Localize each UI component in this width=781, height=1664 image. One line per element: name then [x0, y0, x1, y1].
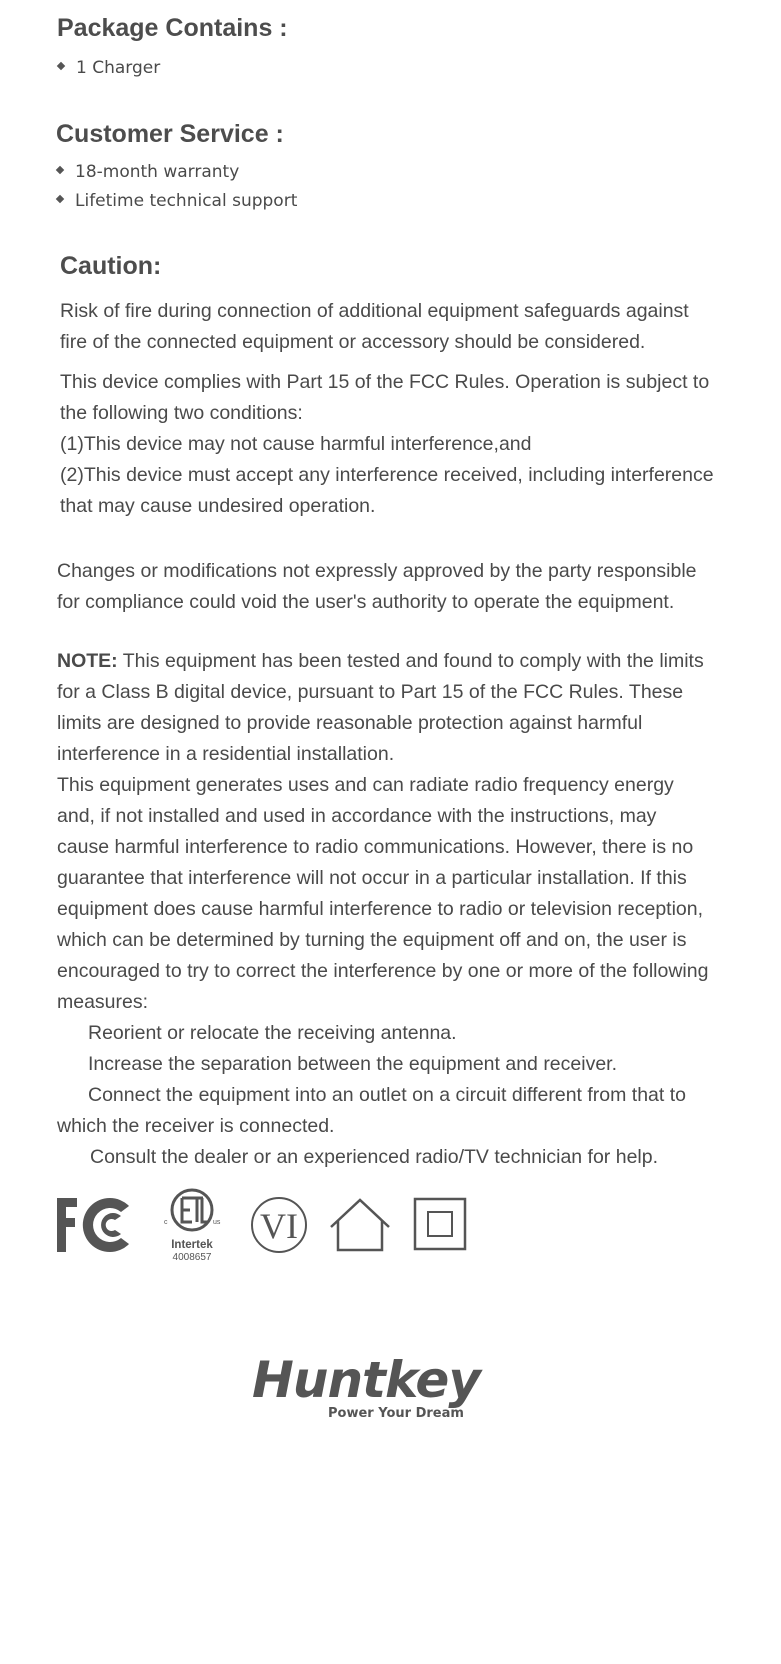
caution-heading: Caution:	[60, 252, 162, 280]
measure-item: Connect the equipment into an outlet on a circuit different from that to	[88, 1084, 686, 1106]
huntkey-logo	[252, 1352, 492, 1432]
text-line	[57, 646, 708, 677]
text-line: fire of the connected equipment or accessory should be considered.	[60, 331, 646, 353]
text-line: (2)This device must accept any interference received, including interference	[60, 464, 714, 486]
note-first-line: This equipment has been tested and found to comply with the limits	[117, 650, 704, 672]
caution-risk-paragraph	[60, 296, 689, 358]
text-line: measures:	[57, 991, 149, 1013]
text-line: This equipment generates uses and can radiate radio frequency energy	[57, 774, 674, 796]
bullet-icon	[57, 62, 65, 70]
indoor-use-house-icon	[328, 1197, 392, 1253]
text-line: guarantee that interference will not occur in a particular installation. If this	[57, 867, 687, 889]
measure-item: Reorient or relocate the receiving antenna.	[88, 1022, 457, 1044]
changes-paragraph	[57, 556, 697, 618]
package-item	[58, 58, 160, 78]
text-line: that may cause undesired operation.	[60, 495, 376, 517]
text-line: limits are designed to provide reasonable protection against harmful	[57, 712, 643, 734]
etl-listed-icon	[162, 1188, 224, 1264]
bullet-icon	[56, 166, 64, 174]
intertek-label: Intertek	[171, 1239, 213, 1251]
text-line: cause harmful interference to radio communications. However, there is no	[57, 836, 694, 858]
service-item	[57, 191, 297, 211]
text-line: encouraged to try to correct the interference by one or more of the following	[57, 960, 709, 982]
text-line: Changes or modifications not expressly approved by the party responsible	[57, 560, 697, 582]
brand-name: Huntkey	[252, 1351, 480, 1409]
vi-mark: VI	[260, 1206, 298, 1246]
double-insulation-icon	[413, 1197, 469, 1253]
efficiency-level-vi-icon	[250, 1196, 308, 1254]
text-line: for a Class B digital device, pursuant to Part 15 of the FCC Rules. These	[57, 681, 684, 703]
bullet-icon	[56, 195, 64, 203]
text-line: the following two conditions:	[60, 402, 303, 424]
package-heading: Package Contains :	[57, 14, 288, 42]
text-line: (1)This device may not cause harmful interference,and	[60, 433, 532, 455]
service-item-label: Lifetime technical support	[75, 191, 298, 211]
text-line: which can be determined by turning the equipment off and on, the user is	[57, 929, 687, 951]
text-line: Risk of fire during connection of additional equipment safeguards against	[60, 300, 689, 322]
note-label: NOTE:	[57, 650, 118, 672]
etl-c-mark: c	[164, 1219, 168, 1226]
service-heading: Customer Service :	[56, 120, 284, 148]
measure-continuation: which the receiver is connected.	[57, 1115, 335, 1137]
text-line: equipment does cause harmful interference to radio or television reception,	[57, 898, 704, 920]
fcc-logo-icon	[55, 1196, 135, 1254]
measure-item: Consult the dealer or an experienced radio/TV technician for help.	[90, 1146, 659, 1168]
service-item-label: 18-month warranty	[75, 162, 240, 182]
etl-us-mark: us	[213, 1219, 221, 1226]
package-item-label: 1 Charger	[76, 58, 161, 78]
fcc-compliance-paragraph	[60, 367, 714, 522]
service-item	[57, 162, 239, 182]
measure-item: Increase the separation between the equipment and receiver.	[88, 1053, 618, 1075]
intertek-number: 4008657	[172, 1252, 212, 1263]
text-line: This device complies with Part 15 of the FCC Rules. Operation is subject to	[60, 371, 710, 393]
note-paragraph	[57, 646, 708, 1173]
brand-tagline: Power Your Dream	[328, 1406, 464, 1421]
text-line: interference in a residential installation.	[57, 743, 395, 765]
text-line: and, if not installed and used in accordance with the instructions, may	[57, 805, 657, 827]
text-line: for compliance could void the user's authority to operate the equipment.	[57, 591, 675, 613]
